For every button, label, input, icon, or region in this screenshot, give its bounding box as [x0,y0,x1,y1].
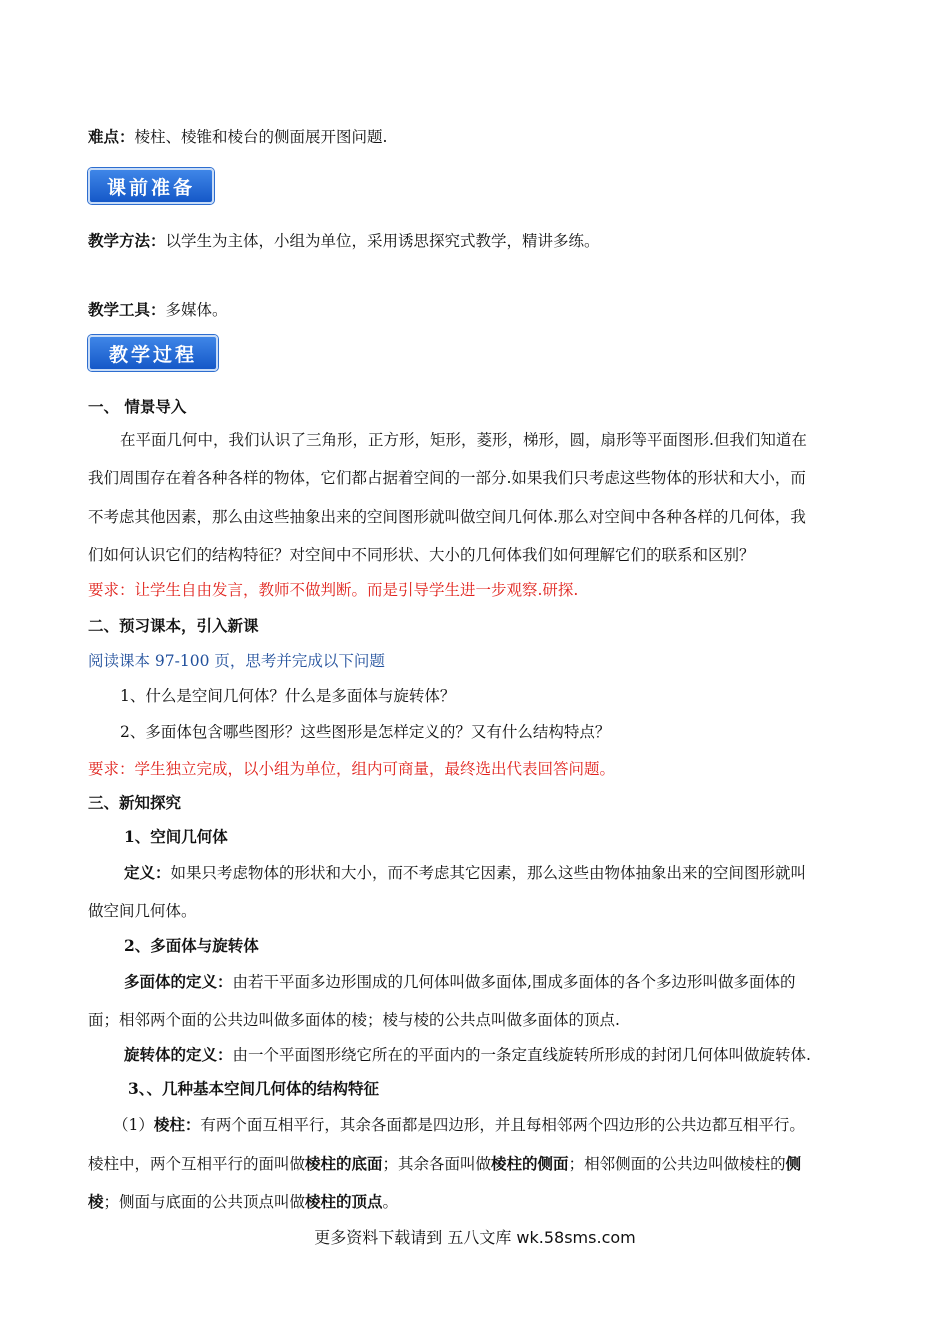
definition-line-2: 做空间几何体。 [88,902,197,920]
prism-text-part: ；相邻侧面的公共边叫做棱柱的 [568,1155,786,1173]
prism-edge-term: 侧 [785,1154,802,1173]
method-text: 以学生为主体，小组为单位，采用诱思探究式教学，精讲多练。 [165,232,600,250]
section1-requirement: 要求：让学生自由发言，教师不做判断。而是引导学生进一步观察.研探. [88,581,579,599]
prism-text-part: 。 [382,1193,399,1211]
prism-line-3 [88,1191,398,1213]
prism-label: 棱柱： [153,1115,201,1134]
process-badge: 教学过程 [88,335,218,371]
section1-heading: 一、 情景导入 [88,397,187,416]
footer-download-link[interactable]: 更多资料下载请到 五八文库 wk.58sms.com [314,1228,636,1247]
prism-text-part: ；其余各面叫做 [382,1155,492,1173]
section1-para-line: 们如何认识它们的结构特征？对空间中不同形状、大小的几何体我们如何理解它们的联系和区别？ [88,546,755,564]
tools-line [88,299,228,321]
rotation-definition-line [124,1044,811,1066]
subheading-polyhedron-rotation: 2、多面体与旋转体 [124,936,259,955]
subheading-structure-features: 3、、几种基本空间几何体的结构特征 [128,1079,380,1098]
rotation-text: 由一个平面图形绕它所在的平面内的一条定直线旋转所形成的封闭几何体叫做旋转体. [232,1046,811,1064]
prism-text: 有两个面互相平行，其余各面都是四边形，并且每相邻两个四边形的公共边都互相平行。 [200,1116,805,1134]
difficulty-line [88,126,387,148]
prism-edge-term: 棱 [88,1192,104,1211]
polyhedron-label: 多面体的定义： [124,972,233,991]
difficulty-text: 棱柱、棱锥和棱台的侧面展开图问题. [134,128,388,146]
prism-base-term: 棱柱的底面 [305,1154,383,1173]
prism-side-term: 棱柱的侧面 [491,1154,569,1173]
prism-text-part: ；侧面与底面的公共顶点叫做 [103,1193,306,1211]
prism-vertex-term: 棱柱的顶点 [305,1192,383,1211]
polyhedron-definition-line-2: 面；相邻两个面的公共边叫做多面体的棱；棱与棱的公共点叫做多面体的顶点. [88,1011,620,1029]
method-line [88,230,600,252]
prism-definition-line [113,1114,805,1136]
definition-line [124,862,806,884]
difficulty-label: 难点： [88,127,135,146]
section2-reading: 阅读课本 97-100 页，思考并完成以下问题 [88,652,385,670]
section2-question-1: 1、什么是空间几何体？什么是多面体与旋转体？ [120,687,456,705]
section2-question-2: 2、多面体包含哪些图形？这些图形是怎样定义的？又有什么结构特点？ [120,723,611,741]
section1-para-line: 我们周围存在着各种各样的物体，它们都占据着空间的一部分.如果我们只考虑这些物体的形状和大小，而 [88,469,806,487]
tools-label: 教学工具： [88,300,166,319]
polyhedron-definition-line [124,971,795,993]
rotation-label: 旋转体的定义： [124,1045,233,1064]
prism-line-2 [88,1153,801,1175]
section2-heading: 二、预习课本，引入新课 [88,616,259,635]
method-label: 教学方法： [88,231,166,250]
definition-text: 如果只考虑物体的形状和大小，而不考虑其它因素，那么这些由物体抽象出来的空间图形就叫 [170,864,807,882]
prep-badge: 课前准备 [88,168,214,204]
definition-label: 定义： [124,863,171,882]
prism-text-part: 棱柱中，两个互相平行的面叫做 [88,1155,306,1173]
section3-heading: 三、新知探究 [88,793,182,812]
section1-para-line: 在平面几何中，我们认识了三角形，正方形，矩形，菱形，梯形，圆，扇形等平面图形.但我们知道在 [120,431,807,449]
polyhedron-text: 由若干平面多边形围成的几何体叫做多面体,围成多面体的各个多边形叫做多面体的 [232,973,796,991]
prism-number: （1） [113,1116,154,1134]
tools-text: 多媒体。 [165,301,228,319]
subheading-space-solid: 1、空间几何体 [124,827,228,846]
section1-para-line: 不考虑其他因素，那么由这些抽象出来的空间图形就叫做空间几何体.那么对空间中各种各样的几何体，我 [88,508,806,526]
section2-requirement: 要求：学生独立完成，以小组为单位，组内可商量，最终选出代表回答问题。 [88,760,616,778]
